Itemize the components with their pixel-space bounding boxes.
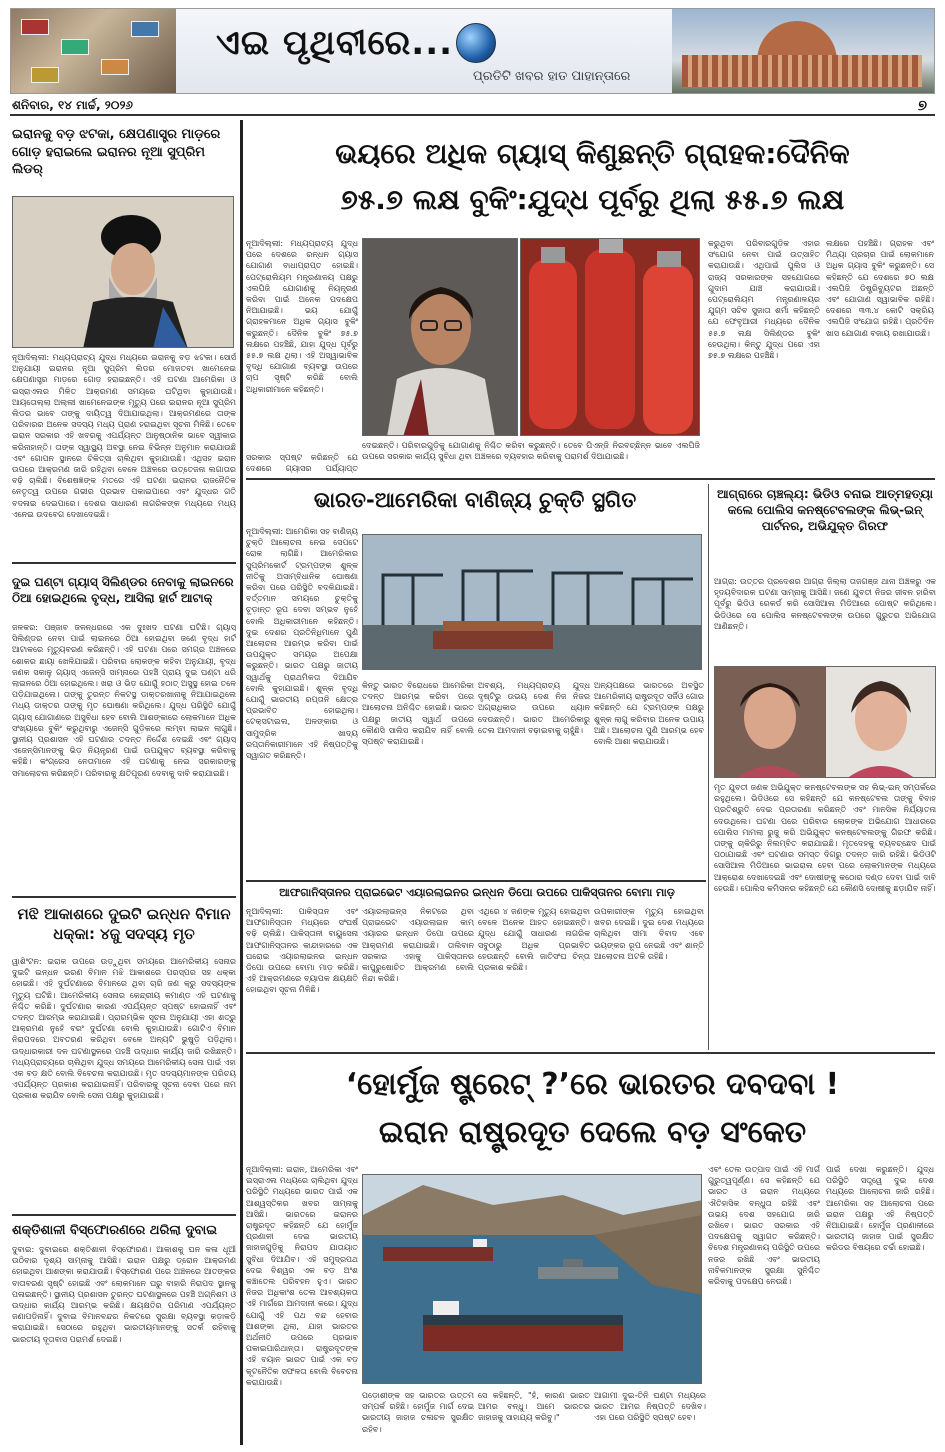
official-figure bbox=[363, 239, 518, 436]
story-divider bbox=[246, 478, 935, 480]
column-divider bbox=[708, 484, 709, 1050]
dateline-bar bbox=[10, 96, 935, 116]
cleric-figure bbox=[13, 197, 234, 348]
hormuz-story-column: ଏବଂ ତେଲ ଉତ୍ପାଦ ପାଇଁ ଏହି ମାର୍ଗ ଗୁରୁତ୍ୱପୂର୍ଣ୍ଣ। ସେ କହିଛନ୍ତି ଯେ ଭାରତ ଓ ଇରାନ ମଧ୍ୟରେ ଐତିହାସିକ ବନ୍ଧୁତା ରହିଛି ଏବଂ ଉଭୟ ଦେଶ ସହଯୋଗ ଜାରି ରଖିବେ। ଭାରତ ସରକାର ଏହି ପଦକ୍ଷେପକୁ ସ୍ୱାଗତ କରିଛନ୍ତି। ବିଦେଶ ମନ୍ତ୍ରଣାଳୟ ପରିସ୍ଥିତି ଉପରେ ନଜର ରଖିଛି ଏବଂ ଭାରତୀୟ ନାବିକମାନଙ୍କ ସୁରକ୍ଷା ସୁନିଶ୍ଚିତ କରିବାକୁ ପଦକ୍ଷେପ ନେଉଛି। bbox=[708, 1165, 820, 1287]
cylinders-graphic bbox=[521, 239, 700, 436]
afghan-story-column: ଏଥିରେ ୪ ଜଣଙ୍କ ମୃତ୍ୟୁ ହୋଇଥିବା ବେଳେ ଅନେକ ଆହତ ହୋଇଛନ୍ତି। ଯୁଦ୍ଧ ଯୋଗୁଁ ସାଧାରଣ ନାଗରିକ ସବୁଠାରୁ ଅଧିକ ପ୍ରଭାବିତ ହେଉଛନ୍ତି ବୋଲି ଜାତିସଂଘ ଚିନ୍ତା ପ୍ରକାଶ କରିଛି। bbox=[478, 907, 590, 973]
hormuz-headline-line1: ‘ହୋର୍ମୁଜ ଷ୍ଟ୍ରେଟ୍ ?’ରେ ଭାରତର ଦବଦବା ! bbox=[345, 1067, 840, 1102]
official-portrait-photo bbox=[362, 238, 518, 436]
ships-graphic bbox=[363, 1175, 702, 1384]
story-headline: ଶକ୍ତିଶାଳୀ ବିସ୍ଫୋରଣରେ ଥରିଲା ଦୁବାଇ bbox=[12, 1223, 218, 1238]
trade-story-column: ଅବଶ୍ୟ, ମଧ୍ୟପ୍ରାଚ୍ୟ ଯୁଦ୍ଧ ଦୃଷ୍ଟିରୁ ଉଭୟ ଦେଶ ନିଜ ନିଜର ଅଗ୍ରାଧିକାର ଉପରେ ଧ୍ୟାନ ଦେଉଛନ୍ତି। ଭାରତ ଆମେରିକାରୁ ତେଲ ଆମଦାନୀ ବଢ଼ାଇବାକୁ ଚାହୁଁଛି। bbox=[478, 681, 590, 735]
story-body: ଦୁବାଇ: ଦୁବାଇରେ ଶକ୍ତିଶାଳୀ ବିସ୍ଫୋରଣ। ଆକାଶକୁ ଘନ କଳା ଧୂଆଁ ଉଠିବାର ଦୃଶ୍ୟ ସାମ୍ନାକୁ ଆସିଛି। ଇରାନ ପକ୍ଷରୁ ଡ୍ରୋନ ଆକ୍ରମଣ ହୋଇଥିବା ଆଶଙ୍କା କରାଯାଉଛି। ବିସ୍ଫୋରଣ ପରେ ଅଞ୍ଚଳରେ ଆତଙ୍କର ବାତାବରଣ ସୃଷ୍ଟି ହୋଇଛି ଏବଂ ଲୋକମାନେ ଘରୁ ବାହାରି ନିରାପଦ ସ୍ଥାନକୁ ପଳାଇଛନ୍ତି। ସ୍ଥାନୀୟ ପ୍ରଶାସନ ତୁରନ୍ତ ଘଟଣାସ୍ଥଳରେ ପହଞ୍ଚି ଅଗ୍ନିଶମ ଓ ଉଦ୍ଧାର କାର୍ଯ୍ୟ ଆରମ୍ଭ କରିଛି। କ୍ଷୟକ୍ଷତିର ପରିମାଣ ଏପର୍ଯ୍ୟନ୍ତ ଜଣାପଡ଼ିନାହିଁ। ଦୁବାଇ ବିମାନବନ୍ଦର ନିକଟରେ ସୁରକ୍ଷା ବ୍ୟବସ୍ଥା କଡ଼ାକଡ଼ି କରାଯାଇଛି। ସେଠାରେ ରହୁଥିବା ଭାରତୀୟମାନଙ୍କୁ ସତର୍କ ରହିବାକୁ ଭାରତୀୟ ଦୂତାବାସ ପରାମର୍ଶ ଦେଇଛି। bbox=[12, 1245, 236, 1344]
masthead-banner bbox=[10, 8, 935, 94]
afghan-story-column: ନୂଆଦିଲ୍ଲୀ: ପାକିସ୍ତାନ ଏବଂ ଆଫଗାନିସ୍ତାନ ମଧ୍ୟରେ ସଂଘର୍ଷ ବଢ଼ି ଚାଲିଛି। ପାକିସ୍ତାନୀ ବାୟୁସେନା ଆଫଗାନିସ୍ତାନର କାନ୍ଦାହାରରେ ଏକ ଘରୋଇ ଏୟାରଲାଇନର ଇନ୍ଧନ ଡିପୋ ଉପରେ ବୋମା ମାଡ଼ କରିଛି। ଏହି ଆକ୍ରମଣରେ ବ୍ୟାପକ କ୍ଷୟକ୍ଷତି ହୋଇଥିବା ସୂଚନା ମିଳିଛି। bbox=[246, 907, 358, 995]
hormuz-headline-line2: ଇରାନ ରାଷ୍ଟ୍ରଦୂତ ଦେଲେ ବଡ଼ ସଂକେତ bbox=[378, 1115, 807, 1150]
story-headline: ମଝି ଆକାଶରେ ଦୁଇଟି ଇନ୍ଧନ ବିମାନ ଧକ୍କା: ୪ଜୁ ସଦସ୍ୟ ମୃତ bbox=[17, 905, 231, 944]
newspaper-tagline: ପ୍ରତିଟି ଖବର ହାତ ପାହାନ୍ତାରେ bbox=[473, 69, 631, 84]
agra-story-body: ମୃତ ଯୁବତୀ ଜଣକ ଅଭିଯୁକ୍ତ କନଷ୍ଟେବଲଙ୍କ ସହ ଲିଭ୍-ଇନ୍ ସମ୍ପର୍କରେ ରହୁଥିଲେ। ଭିଡିଓରେ ସେ କହିଛନ୍ତି ଯେ କନଷ୍ଟେବଲ ତାଙ୍କୁ ବିବାହ ପ୍ରତିଶ୍ରୁତି ଦେଇ ପ୍ରତାରଣା କରିଛନ୍ତି ଏବଂ ମାନସିକ ନିର୍ଯ୍ୟାତନା ଦେଉଥିଲେ। ଘଟଣା ପରେ ପରିବାର ଲୋକଙ୍କ ଅଭିଯୋଗ ଆଧାରରେ ପୋଲିସ ମାମଲା ରୁଜୁ କରି ଅଭିଯୁକ୍ତ କନଷ୍ଟେବଲଙ୍କୁ ଗିରଫ କରିଛି। ତାଙ୍କୁ ଚାକିରିରୁ ନିଲମ୍ବିତ କରାଯାଇଛି। ମୃତଦେହକୁ ବ୍ୟବଚ୍ଛେଦ ପାଇଁ ପଠାଯାଇଛି ଏବଂ ଘଟଣାର ସମସ୍ତ ଦିଗରୁ ତଦନ୍ତ ଜାରି ରହିଛି। ଭିଡିଓଟି ସୋସିଆଲ ମିଡିଆରେ ଭାଇରାଲ ହେବା ପରେ ଲୋକମାନଙ୍କ ମଧ୍ୟରେ ଆକ୍ରୋଶ ଦେଖାଦେଇଛି ଏବଂ ଦୋଷୀଙ୍କୁ କଠୋର ଦଣ୍ଡ ଦେବା ପାଇଁ ଦାବି ହେଉଛି। ପୋଲିସ କମିସନର କହିଛନ୍ତି ଯେ କୌଣସି ଦୋଷୀକୁ ଛଡ଼ାଯିବ ନାହିଁ। bbox=[714, 783, 936, 893]
women-photo bbox=[714, 666, 936, 778]
story-divider bbox=[246, 1052, 935, 1054]
trade-story-column: ଅନ୍ୟପକ୍ଷରେ ଭାରତରେ ଅବସ୍ଥିତ ଆମେରିକୀୟ ରାଷ୍ଟ୍ରଦୂତ ସର୍ଜିଓ ଗୋର କହିଛନ୍ତି ଯେ ଟ୍ରମ୍ପଙ୍କ ପକ୍ଷରୁ ଶୁଳ୍କ ଲାଗୁ କରିବାର ଅନେକ ଉପାୟ ଅଛି। ଆଲୋଚନା ପୁଣି ଆରମ୍ଭ ହେବ ବୋଲି ଆଶା କରାଯାଉଛି। bbox=[594, 681, 704, 747]
hormuz-story-column: ସେ କହିଛନ୍ତି, "ହଁ, କାରଣ ଭାରତ ଆମର ବନ୍ଧୁ। ଆମେ ଭାରତର ଜାହାଜକୁ ସାହାଯ୍ୟ କରିବୁ।" bbox=[478, 1391, 590, 1423]
trade-story-column: ନୂଆଦିଲ୍ଲୀ: ଆମେରିକା ସହ ବାଣିଜ୍ୟ ଚୁକ୍ତି ଆଲୋଚନା ନେଇ ସେପଟେ ରୋକ ଲାଗିଛି। ଆମେରିକାର ସୁପ୍ରିମକୋର୍ଟ ଟ୍ରମ୍ପଙ୍କ ଶୁଳ୍କ ନୀତିକୁ ଅସାମ୍ବିଧାନିକ ଘୋଷଣା କରିବା ପରେ ପରିସ୍ଥିତି ବଦଳିଯାଇଛି। ବର୍ତ୍ତମାନ ସମୟରେ ଚୁକ୍ତିକୁ ଚୂଡ଼ାନ୍ତ ରୂପ ଦେବା ସମ୍ଭବ ନୁହେଁ ବୋଲି ଅଧିକାରୀମାନେ କହିଛନ୍ତି। ଦୁଇ ଦେଶର ପ୍ରତିନିଧିମାନେ ପୁଣି ଆଲୋଚନା ଆରମ୍ଭ କରିବା ପାଇଁ ଉପଯୁକ୍ତ ସମୟର ଅପେକ୍ଷା କରୁଛନ୍ତି। ଭାରତ ପକ୍ଷରୁ ଜାତୀୟ ସ୍ୱାର୍ଥକୁ ପ୍ରାଥମିକତା ଦିଆଯିବ ବୋଲି କୁହାଯାଇଛି। ଶୁଳ୍କ ବୃଦ୍ଧି ଯୋଗୁଁ ଭାରତୀୟ ରପ୍ତାନି କ୍ଷେତ୍ର ପ୍ରଭାବିତ ହୋଇଥିଲା। ଟେକ୍ସଟାଇଲ, ଅଳଙ୍କାର ଓ ସାମୁଦ୍ରିକ ଖାଦ୍ୟ ରପ୍ତାନିକାରୀମାନେ ଏହି ନିଷ୍ପତ୍ତିକୁ ସ୍ୱାଗତ କରିଛନ୍ତି। bbox=[246, 527, 358, 761]
page-number: ୭ bbox=[917, 96, 927, 114]
lead-story-column: ଦେଇଛନ୍ତି। ପରିବାରଗୁଡ଼ିକୁ ଯୋଗାଣକୁ ନିଶ୍ଚିତ କରିବା କରୁଛନ୍ତି। ତେବେ ପିଏନ୍‌ଜି ନିରବଚ୍ଛିନ୍ନ ଭାବେ ଏଲପିଜି ଉପରେ ସରକାର କାର୍ଯ୍ୟ ସୁବିଧା ଥିବା ଅଞ୍ଚଳରେ ବ୍ୟବହାର କରିବାକୁ ପରାମର୍ଶ ଦିଆଯାଇଛି। bbox=[362, 441, 700, 462]
port-graphic bbox=[363, 535, 702, 670]
globe-icon bbox=[456, 23, 496, 63]
story-body: ଜଳକର: ପଞ୍ଜାବ ଜଳନ୍ଧରରେ ଏକ ଦୁଃଖଦ ଘଟଣା ଘଟିଛି। ଗ୍ୟାସ୍ ସିଲିଣ୍ଡର ନେବା ପାଇଁ ଲାଇନରେ ଠିଆ ହୋଇଥିବା ଜଣେ ବୃଦ୍ଧ ହାର୍ଟ ଆଟାକରେ ମୃତ୍ୟୁବରଣ କରିଛନ୍ତି। ଏହି ଘଟଣା ପରେ ସମଗ୍ର ଅଞ୍ଚଳରେ ଶୋକର ଛାୟା ଖେଳିଯାଇଛି। ପରିବାର ଲୋକଙ୍କ କହିବା ଅନୁଯାୟୀ, ବୃଦ୍ଧ ଜଣକ ସକାଳୁ ଗ୍ୟାସ୍ ଏଜେନ୍ସି ସାମ୍ନାରେ ପହଞ୍ଚି ପ୍ରାୟ ଦୁଇ ଘଣ୍ଟା ଧରି ଲାଇନରେ ଠିଆ ହୋଇଥିଲେ। ଖରା ଓ ଭିଡ଼ ଯୋଗୁଁ ହଠାତ୍ ଅସୁସ୍ଥ ହୋଇ ତଳେ ପଡ଼ିଯାଇଥିଲେ। ତାଙ୍କୁ ତୁରନ୍ତ ନିକଟସ୍ଥ ଡାକ୍ତରଖାନାକୁ ନିଆଯାଇଥିଲେ ମଧ୍ୟ ଡାକ୍ତର ତାଙ୍କୁ ମୃତ ଘୋଷଣା କରିଥିଲେ। ଯୁଦ୍ଧ ପରିସ୍ଥିତି ଯୋଗୁଁ ଗ୍ୟାସ୍ ଯୋଗାଣରେ ଅସୁବିଧା ହେବ ବୋଲି ଆଶଙ୍କାରେ ଲୋକମାନେ ଅଧିକ ସଂଖ୍ୟାରେ ବୁକିଂ କରୁଥିବାରୁ ଏଜେନ୍ସି ଗୁଡ଼ିକରେ ଲମ୍ବା ଲାଇନ ଲାଗୁଛି। ସ୍ଥାନୀୟ ପ୍ରଶାସନ ଏହି ଘଟଣାର ତଦନ୍ତ ନିର୍ଦ୍ଦେଶ ଦେଇଛି ଏବଂ ଗ୍ୟାସ୍ ଏଜେନ୍ସିମାନଙ୍କୁ ଭିଡ଼ ନିୟନ୍ତ୍ରଣ ପାଇଁ ଉପଯୁକ୍ତ ବ୍ୟବସ୍ଥା କରିବାକୁ କହିଛି। କଂଗ୍ରେସ ନେତାମାନେ ଏହି ଘଟଣାକୁ ନେଇ ସରକାରଙ୍କୁ ସମାଲୋଚନା କରିଛନ୍ତି। ପରିବାରକୁ କ୍ଷତିପୂରଣ ଦେବାକୁ ଦାବି କରାଯାଇଛି। bbox=[12, 623, 236, 778]
story-divider bbox=[12, 562, 236, 564]
afghan-headline: ଆଫଗାନିସ୍ତାନର ପ୍ରାଇଭେଟ ଏୟାରଲାଇନର ଇନ୍ଧନ ଡିପୋ ଉପରେ ପାକିସ୍ତାନର ବୋମା ମାଡ଼ bbox=[279, 886, 675, 899]
lead-story-column: କରୁଥିବା ପରିବାରଗୁଡ଼ିକ ଏହାର ସଂଯୋଗ ନେବା ପାଇଁ ଉତ୍ସାହିତ କରାଯାଉଛି। ଏଥିପାଇଁ ପୁଲିସ ଓ ରାଜ୍ୟ ସରକାରଙ୍କ ସହଯୋଗରେ ଗୁଦାମ ଯାଞ୍ଚ କରାଯାଉଛି। ପେଟ୍ରୋଲିୟମ ମନ୍ତ୍ରଣାଳୟର ଯୁଗ୍ମ ସଚିବ ସୁଜାତା ଶର୍ମା କହିଛନ୍ତି ଯେ ଫେବୃଆରୀ ମଧ୍ୟରେ ଦୈନିକ ୫୫.୭ ଲକ୍ଷ ସିଲିଣ୍ଡର ବୁକିଂ ହେଉଥିଲା। କିନ୍ତୁ ଯୁଦ୍ଧ ପରେ ଏହା ୭୫.୭ ଲକ୍ଷରେ ପହଞ୍ଚିଛି। bbox=[708, 239, 820, 361]
hormuz-story-column: ନୂଆଦିଲ୍ଲୀ: ଇରାନ, ଆମେରିକା ଏବଂ ଇସ୍ରାଏଲ ମଧ୍ୟରେ ଚାଲିଥିବା ଯୁଦ୍ଧ ପରିସ୍ଥିତି ମଧ୍ୟରେ ଭାରତ ପାଇଁ ଏକ ଆଶ୍ୱସ୍ତିକର ଖବର ସାମ୍ନାକୁ ଆସିଛି। ଭାରତରେ ଇରାନର ରାଷ୍ଟ୍ରଦୂତ କହିଛନ୍ତି ଯେ ହୋର୍ମୁଜ ପ୍ରଣାଳୀ ଦେଇ ଭାରତୀୟ ଜାହାଜଗୁଡ଼ିକୁ ନିରାପଦ ଯାତାୟାତ ସୁବିଧା ଦିଆଯିବ। ଏହି ସମୁଦ୍ରପଥ ଦେଇ ବିଶ୍ୱର ଏକ ବଡ଼ ଅଂଶ କଞ୍ଚାତେଲ ପରିବହନ ହୁଏ। ଭାରତ ନିଜର ଅଧିକାଂଶ ତେଲ ଆବଶ୍ୟକତା ଏହି ମାର୍ଗରେ ଆମଦାନୀ କରେ। ଯୁଦ୍ଧ ଯୋଗୁଁ ଏହି ପଥ ବନ୍ଦ ହେବାର ଆଶଙ୍କା ଥିଲା, ଯାହା ଭାରତର ଅର୍ଥନୀତି ଉପରେ ପ୍ରଭାବ ପକାଇପାରିଥାନ୍ତା। ରାଷ୍ଟ୍ରଦୂତଙ୍କ ଏହି ବୟାନ ଭାରତ ପାଇଁ ଏକ ବଡ଼ କୂଟନୈତିକ ସଫଳତା ବୋଲି ବିବେଚନା କରାଯାଉଛି। bbox=[246, 1165, 358, 1387]
hormuz-story-column: ପଡ଼ୋଶୀଙ୍କ ସହ ଭାରତର ଉତ୍ତମ ସମ୍ପର୍କ ରହିଛି। ହୋର୍ମୁଜ ମାର୍ଗ ଦେଇ ଭାରତୀୟ ଜାହାଜ ଚଳାଚଳ ସୁରକ୍ଷିତ ରହିବ। bbox=[362, 1391, 474, 1434]
afghan-story-column: ଏୟାରଲାଇନ୍ସ ନିକଟରେ ଥିବା ପ୍ରାଇଭେଟ ଏୟାରଲାଇନ କାମ୍ ଏୟାରର ଇନ୍ଧନ ଡିପୋ ଉପରେ ଆକ୍ରମଣ କରାଯାଇଛି। ତାଲିବାନ ସରକାର ଏହାକୁ ପାକିସ୍ତାନର କାପୁରୁଷୋଚିତ ଆକ୍ରମଣ ବୋଲି ନିନ୍ଦା କରିଛି। bbox=[362, 907, 474, 984]
agra-headline: ଆଗ୍ରାରେ ଚାଞ୍ଚଲ୍ୟ: ଭିଡିଓ ବନାଇ ଆତ୍ମହତ୍ୟା କଲେ ପୋଲିସ କନଷ୍ଟେବଲଙ୍କ ଲିଭ୍-ଇନ୍ ପାର୍ଟନର, ଅଭିଯୁକ୍ତ ଗିରଫ bbox=[717, 487, 933, 534]
story-headline: ଦୁଇ ଘଣ୍ଟା ଗ୍ୟାସ୍ ସିଲିଣ୍ଡର ନେବାକୁ ଲାଇନରେ ଠିଆ ହୋଇଥିଲେ ବୃଦ୍ଧ, ଆସିଲା ହାର୍ଟ ଆଟାକ୍ bbox=[12, 575, 234, 606]
trade-story-column: କିନ୍ତୁ ଭାରତ ବିରୋଧରେ ଆମେରିକା ତଦନ୍ତ ଆରମ୍ଭ କରିବା ପରେ ଆଲୋଚନା ଅନିଶ୍ଚିତ ହୋଇଛି। ଭାରତ ପକ୍ଷରୁ ଜାତୀୟ ସ୍ୱାର୍ଥ ଉପରେ କୌଣସି ସାଲିସ କରାଯିବ ନାହିଁ ବୋଲି ସ୍ପଷ୍ଟ କରାଯାଇଛି। bbox=[362, 681, 474, 747]
women-graphic bbox=[715, 667, 936, 778]
lead-headline-line2: ୭୫.୭ ଲକ୍ଷ ବୁକିଂ:ଯୁଦ୍ଧ ପୂର୍ବରୁ ଥିଲା ୫୫.୭ ଲକ୍ଷ bbox=[340, 183, 845, 216]
currency-photo bbox=[11, 9, 176, 94]
newspaper-title: ଏଇ ପୃଥିବୀରେ... bbox=[216, 23, 454, 63]
trade-headline: ଭାରତ-ଆମେରିକା ବାଣିଜ୍ୟ ଚୁକ୍ତି ସ୍ଥଗିତ bbox=[313, 488, 637, 512]
column-divider bbox=[240, 120, 243, 1445]
afghan-story-column: ଉପକାରୀଙ୍କ ମୃତ୍ୟୁ ହୋଇଥିବା ଖବର ଦେଇଛି। ଦୁଇ ଦେଶ ମଧ୍ୟରେ ଚାଲିଥିବା ସୀମା ବିବାଦ ଏବେ ଭୟଙ୍କର ରୂପ ନେଇଛି ଏବଂ ଶାନ୍ତି ଆଲୋଚନା ଅଟକି ରହିଛି। bbox=[594, 907, 704, 961]
lead-story-column: ଲକ୍ଷରେ ପହଞ୍ଚିଛି। ଗ୍ରାହକ ଏବଂ ମିଥ୍ୟା ପ୍ରଚାର ପାଇଁ ଲୋକମାନେ ଅଧିକ ଗ୍ୟାସ ବୁକିଂ କରୁଛନ୍ତି। ସେ କହିଛନ୍ତି ଯେ ଦେଶରେ ୭୦ ଲକ୍ଷ ଏଲପିଜି ଡିଷ୍ଟ୍ରିବ୍ୟୁଟର ଅଛନ୍ତି ଏବଂ ଯୋଗାଣ ସ୍ୱାଭାବିକ ରହିଛି। ଦେଶରେ ୩୩.୪ କୋଟି ସକ୍ରିୟ ଏଲପିଜି ସଂଯୋଗ ରହିଛି। ପ୍ରତିଦିନ ଖାସ ଯୋଗାଣ ବଜାୟ ରଖାଯାଉଛି। bbox=[826, 239, 934, 338]
story-headline: ଇରାନକୁ ବଡ଼ ଝଟକା, କ୍ଷେପଣାସ୍ତ୍ର ମାଡ଼ରେ ଗୋଡ଼ ହରାଇଲେ ଇରାନର ନୂଆ ସୁପ୍ରିମ ଲିଡର୍ bbox=[12, 127, 221, 178]
gas-cylinders-photo bbox=[520, 238, 700, 436]
parliament-photo bbox=[672, 9, 934, 94]
story-body: ୱାଶିଂଟନ: ଇରାକ ଉପରେ ଉଡ଼ୁଥିବା ସମୟରେ ଆମେରିକୀୟ ସେନାର ଦୁଇଟି ଇନ୍ଧନ ଭରଣ ବିମାନ ମଝି ଆକାଶରେ ପରସ୍ପର ସହ ଧକ୍କା ହୋଇଛି। ଏହି ଦୁର୍ଘଟଣାରେ ବିମାନରେ ଥିବା ଚାରି ଜଣ କ୍ରୁ ସଦସ୍ୟଙ୍କ ମୃତ୍ୟୁ ଘଟିଛି। ଆମେରିକୀୟ ସେନାର କେନ୍ଦ୍ରୀୟ କମାଣ୍ଡ ଏହି ଘଟଣାକୁ ନିଶ୍ଚିତ କରିଛି। ଦୁର୍ଘଟଣାର କାରଣ ଏପର୍ଯ୍ୟନ୍ତ ସ୍ପଷ୍ଟ ହୋଇନାହିଁ ଏବଂ ତଦନ୍ତ ଆରମ୍ଭ କରାଯାଇଛି। ପ୍ରାରମ୍ଭିକ ସୂଚନା ଅନୁଯାୟୀ ଏହା ଶତ୍ରୁ ଆକ୍ରମଣ ନୁହେଁ ବରଂ ଦୁର୍ଘଟଣା ବୋଲି କୁହାଯାଉଛି। ଗୋଟିଏ ବିମାନ ନିରାପଦରେ ଅବତରଣ କରିଥିବା ବେଳେ ଅନ୍ୟଟି ଭୁଷୁଡ଼ି ପଡ଼ିଥିଲା। ଉଦ୍ଧାରକାରୀ ଦଳ ଘଟଣାସ୍ଥଳରେ ପହଞ୍ଚି ଉଦ୍ଧାର କାର୍ଯ୍ୟ ଜାରି ରଖିଛନ୍ତି। ମଧ୍ୟପ୍ରାଚ୍ୟରେ ଚାଲିଥିବା ଯୁଦ୍ଧ ସମୟରେ ଆମେରିକୀୟ ସେନା ପାଇଁ ଏହା ଏକ ବଡ଼ କ୍ଷତି ବୋଲି ବିବେଚନା କରାଯାଉଛି। ମୃତ ସଦସ୍ୟମାନଙ୍କ ପରିଚୟ ଏପର୍ଯ୍ୟନ୍ତ ପ୍ରକାଶ କରାଯାଇନାହିଁ। ପରିବାରକୁ ସୂଚନା ଦେବା ପରେ ନାମ ପ୍ରକାଶ କରାଯିବ ବୋଲି ସେନା ପକ୍ଷରୁ କୁହାଯାଇଛି। bbox=[12, 957, 236, 1101]
cleric-photo bbox=[12, 196, 234, 348]
port-cranes-photo bbox=[362, 534, 702, 670]
issue-date: ଶନିବାର, ୧୪ ମାର୍ଚ୍ଚ, ୨୦୨୬ bbox=[12, 98, 133, 112]
lead-story-column: ସରକାର ସ୍ପଷ୍ଟ କରିଛନ୍ତି ଯେ ଦେଶରେ ଗ୍ୟାସର ପର୍ଯ୍ୟାପ୍ତ bbox=[246, 453, 358, 474]
hormuz-story-column: ଆଗାମୀ ଦୁଇ-ତିନି ଘଣ୍ଟା ମଧ୍ୟରେ ଭାରତ ଆମର ନିଷ୍ପତ୍ତି ଦେଖିବ। ଏହା ପରେ ପରିସ୍ଥିତି ସ୍ପଷ୍ଟ ହେବ। bbox=[594, 1391, 706, 1423]
lead-story-column: ନୂଆଦିଲ୍ଲୀ: ମଧ୍ୟପ୍ରାଚ୍ୟ ଯୁଦ୍ଧ ପରେ ଦେଶରେ ରନ୍ଧନ ଗ୍ୟାସ ଯୋଗାଣ ବାଧାପ୍ରାପ୍ତ ହୋଇଛି। ପେଟ୍ରୋଲିୟମ ମନ୍ତ୍ରଣାଳୟ ପକ୍ଷରୁ ଏଲପିଜି ଯୋଗାଣକୁ ନିୟନ୍ତ୍ରଣ କରିବା ପାଇଁ ଅନେକ ପଦକ୍ଷେପ ନିଆଯାଇଛି। ଭୟ ଯୋଗୁଁ ଗ୍ରାହକମାନେ ଅଧିକ ଗ୍ୟାସ ବୁକିଂ କରୁଛନ୍ତି। ଦୈନିକ ବୁକିଂ ୭୫.୭ ଲକ୍ଷରେ ପହଞ୍ଚିଛି, ଯାହା ଯୁଦ୍ଧ ପୂର୍ବରୁ ୫୫.୭ ଲକ୍ଷ ଥିଲା। ଏହି ଅସ୍ୱାଭାବିକ ବୃଦ୍ଧି ଯୋଗାଣ ବ୍ୟବସ୍ଥା ଉପରେ ଚାପ ସୃଷ୍ଟି କରିଛି ବୋଲି ଅଧିକାରୀମାନେ କହିଛନ୍ତି। bbox=[246, 239, 358, 394]
lead-headline-line1: ଭୟରେ ଅଧିକ ଗ୍ୟାସ୍ କିଣୁଛନ୍ତି ଗ୍ରାହକ:ଦୈନିକ bbox=[335, 137, 850, 170]
story-body: ନୂଆଦିଲ୍ଲୀ: ମଧ୍ୟପ୍ରାଚ୍ୟ ଯୁଦ୍ଧ ମଧ୍ୟରେ ଇରାନକୁ ବଡ଼ ଝଟକା। ସୋର୍ସ ଅନୁଯାୟୀ ଇରାନର ନୂଆ ସୁପ୍ରିମ ଲିଡର ମୋଜତବା ଖାମେନେଇ କ୍ଷେପଣାସ୍ତ୍ର ମାଡ଼ରେ ଗୋଡ଼ ହରାଇଛନ୍ତି। ଏହି ଘଟଣା ଆମେରିକା ଓ ଇସ୍ରାଏଲର ମିଳିତ ଆକ୍ରମଣ ସମୟରେ ଘଟିଥିବା କୁହାଯାଉଛି। ଆୟତୋଲ୍ଲା ଅଲ୍ଲୀ ଖାମେନେଇଙ୍କ ମୃତ୍ୟୁ ପରେ ଇରାନର ନୂଆ ସୁପ୍ରିମ ଲିଡର ଭାବେ ତାଙ୍କୁ ଦାୟିତ୍ୱ ଦିଆଯାଇଥିଲା। ଆକ୍ରମଣରେ ତାଙ୍କ ପରିବାରର ଅନେକ ସଦସ୍ୟ ମଧ୍ୟ ପ୍ରାଣ ହରାଇଥିବା ସୂଚନା ମିଳିଛି। ତେବେ ଇରାନ ସରକାର ଏହି ଖବରକୁ ଏପର୍ଯ୍ୟନ୍ତ ଆନୁଷ୍ଠାନିକ ଭାବେ ସ୍ୱୀକାର କରିନାହାନ୍ତି। ତାଙ୍କ ସ୍ୱାସ୍ଥ୍ୟ ଅବସ୍ଥା ନେଇ ବିଭିନ୍ନ ଅନୁମାନ କରାଯାଉଛି ଏବଂ ଗୋପନ ସ୍ଥାନରେ ଚିକିତ୍ସା ଚାଲିଥିବା କୁହାଯାଉଛି। ଏଥିସହ ଇରାନ ଉପରେ ଆକ୍ରମଣ ଜାରି ରହିଥିବା ବେଳେ ଅଞ୍ଚଳରେ ଉତ୍ତେଜନା ଲଗାତାର ବଢ଼ି ଚାଲିଛି। ବିଶେଷଜ୍ଞଙ୍କ ମତରେ ଏହି ଘଟଣା ଇରାନର ରାଜନୈତିକ ନେତୃତ୍ୱ ଉପରେ ଗଭୀର ପ୍ରଭାବ ପକାଇପାରେ ଏବଂ ଯୁଦ୍ଧର ଗତି ବଦଳାଇ ଦେଇପାରେ। ଦେଶର ସାଧାରଣ ନାଗରିକଙ୍କ ମଧ୍ୟରେ ମଧ୍ୟ ଏନେଇ ଉଦବେଗ ଦେଖାଦେଇଛି। bbox=[12, 353, 236, 519]
story-divider bbox=[12, 896, 236, 898]
agra-story-body: ଆଗ୍ରା: ଉତ୍ତର ପ୍ରଦେଶର ଆଗ୍ରା ଜିଲ୍ଲା ତାଜଗଞ୍ଜ ଥାନା ଅଞ୍ଚଳରୁ ଏକ ହୃଦୟବିଦାରକ ଘଟଣା ସାମ୍ନାକୁ ଆସିଛି। ଜଣେ ଯୁବତୀ ନିଜର ଜୀବନ ହାରିବା ପୂର୍ବରୁ ଭିଡିଓ ରେକର୍ଡ କରି ସୋସିଆଲ ମିଡିଆରେ ପୋଷ୍ଟ କରିଥିଲେ। ଭିଡିଓରେ ସେ ପୋଲିସ କନଷ୍ଟେବଲଙ୍କ ଉପରେ ଗୁରୁତର ଅଭିଯୋଗ ଆଣିଛନ୍ତି। bbox=[714, 577, 936, 631]
hormuz-story-column: ପାଇଁ ଦେଖା କରୁଛନ୍ତି। ଯୁଦ୍ଧ ପରିସ୍ଥିତି ସତ୍ତ୍ୱେ ଦୁଇ ଦେଶ ମଧ୍ୟରେ ଆଲୋଚନା ଜାରି ରହିଛି। ଆମେରିକା ସହ ଆଲୋଚନା ପରେ ଇରାନ ପକ୍ଷରୁ ଏହି ନିଷ୍ପତ୍ତି ନିଆଯାଇଛି। ହୋର୍ମୁଜ ପ୍ରଣାଳୀରେ ଭାରତୀୟ ଜାହାଜ ପାଇଁ ସୁରକ୍ଷିତ କରିଡର ବିଷୟରେ ଚର୍ଚ୍ଚା ହୋଇଛି। bbox=[826, 1165, 934, 1253]
story-divider bbox=[246, 880, 706, 882]
strait-ships-photo bbox=[362, 1174, 702, 1384]
story-divider bbox=[12, 1214, 236, 1216]
